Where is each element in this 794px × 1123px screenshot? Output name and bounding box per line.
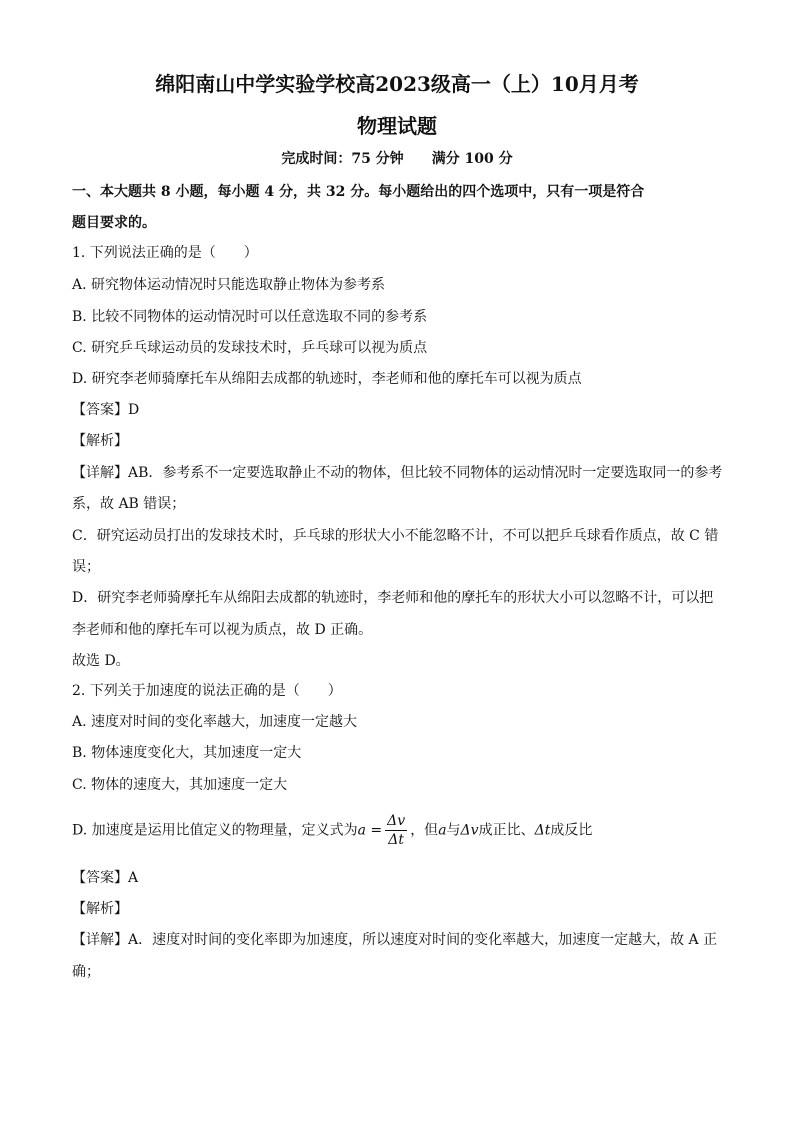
- formula-numerator: Δv: [387, 813, 406, 829]
- q2-answer: 【答案】A: [72, 870, 139, 886]
- exam-title: 绵阳南山中学实验学校高2023级高一（上）10月月考: [155, 72, 639, 96]
- section-heading-line2: 题目要求的。: [72, 215, 156, 231]
- q1-detail-line2: 系，故 AB 错误；: [72, 496, 186, 512]
- q1-option-c: C. 研究乒乓球运动员的发球技术时，乒乓球可以视为质点: [72, 340, 428, 356]
- q1-stem: 1. 下列说法正确的是（ ）: [72, 245, 258, 261]
- q2-option-a: A. 速度对时间的变化率越大，加速度一定越大: [72, 714, 358, 730]
- q1-conclusion: 故选 D。: [72, 653, 130, 669]
- section-heading-line1: 一、本大题共 8 小题，每小题 4 分，共 32 分。每小题给出的四个选项中，只有一项是符合: [72, 184, 645, 200]
- q2-option-d-text2: 与: [446, 822, 461, 839]
- q2-stem: 2. 下列关于加速度的说法正确的是（ ）: [72, 683, 342, 699]
- symbol-delta-t: Δt: [534, 822, 551, 839]
- symbol-delta-v: Δv: [460, 822, 479, 839]
- q1-option-a: A. 研究物体运动情况时只能选取静止物体为参考系: [72, 277, 386, 293]
- q1-detail-line5: D．研究李老师骑摩托车从绵阳去成都的轨迹时，李老师和他的摩托车的形状大小可以忽略不计，可以把: [72, 590, 714, 606]
- q2-detail-line1: 【详解】A．速度对时间的变化率即为加速度，所以速度对时间的变化率越大，加速度一定越大，故 A 正: [72, 932, 718, 948]
- q1-detail-line6: 李老师和他的摩托车可以视为质点，故 D 正确。: [72, 622, 373, 638]
- symbol-a: a: [438, 822, 447, 839]
- formula-denominator: Δt: [388, 832, 405, 848]
- q1-analysis-label: 【解析】: [72, 433, 128, 449]
- formula-lhs: a =: [357, 822, 383, 839]
- exam-info: [0, 148, 794, 168]
- q2-option-d-text4: 成反比: [550, 822, 593, 839]
- q2-option-b: B. 物体速度变化大，其加速度一定大: [72, 745, 302, 761]
- q2-option-d-text1: ，但: [410, 822, 439, 839]
- time-limit: 完成时间：75 分钟: [281, 151, 404, 167]
- subject-title: 物理试题: [357, 114, 437, 138]
- full-score: 满分 100 分: [431, 151, 513, 167]
- q2-detail-line2: 确；: [72, 964, 100, 980]
- q2-option-d-text3: 成正比、: [478, 822, 535, 839]
- q1-detail-line1: 【详解】AB．参考系不一定要选取静止不动的物体，但比较不同物体的运动情况时一定要选取同一的参考: [72, 465, 723, 481]
- formula-fraction: [385, 812, 407, 849]
- q2-option-d-prefix: D. 加速度是运用比值定义的物理量，定义式为: [72, 822, 358, 839]
- q1-answer: 【答案】D: [72, 402, 140, 418]
- q1-detail-line3: C．研究运动员打出的发球技术时，乒乓球的形状大小不能忽略不计，不可以把乒乓球看作质点，故 C 错: [72, 528, 719, 544]
- q2-analysis-label: 【解析】: [72, 901, 128, 917]
- q1-option-d: D. 研究李老师骑摩托车从绵阳去成都的轨迹时，李老师和他的摩托车可以视为质点: [72, 371, 582, 387]
- q1-option-b: B. 比较不同物体的运动情况时可以任意选取不同的参考系: [72, 309, 428, 325]
- q2-option-c: C. 物体的速度大，其加速度一定大: [72, 777, 288, 793]
- q2-option-d: [72, 812, 732, 849]
- q1-detail-line4: 误；: [72, 559, 100, 575]
